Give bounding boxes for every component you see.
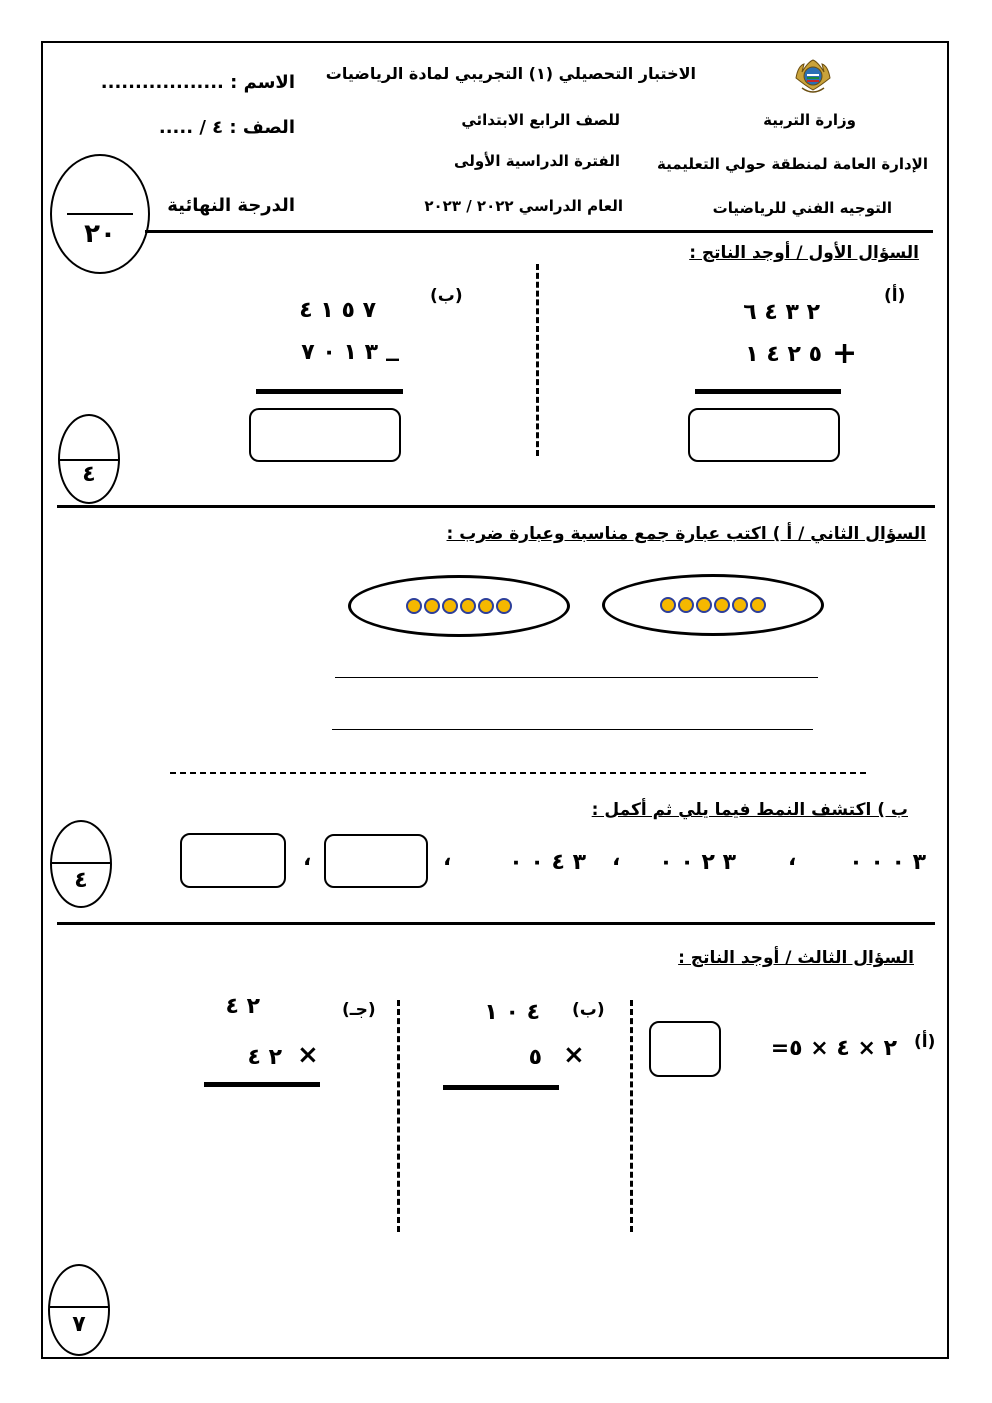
q1-title: السؤال الأول / أوجد الناتج : [689,243,919,263]
q1-a-label: (أ) [884,286,906,306]
q2-score-line [51,862,111,864]
q1-score-circle [58,414,120,504]
directorate-name: الإدارة العامة لمنطقة حولي التعليمية [656,155,928,173]
group-oval-left [348,575,570,637]
q3-c-operator: × [297,1040,319,1070]
q1-a-answer-box[interactable] [688,408,840,462]
q1-b-operator: _ [386,332,399,362]
q1-score-line [59,459,119,461]
counter-dot [442,598,458,614]
final-grade-label: الدرجة النهائية [167,195,295,216]
q3-c-result-line [204,1082,320,1087]
multiplication-answer-line[interactable] [332,729,813,730]
q2-b-title: ب ) اكتشف النمط فيما يلي ثم أكمل : [591,800,908,820]
q2-dashed-divider [170,772,866,774]
q3-b-top: ٤ ٠ ١ [484,1000,540,1025]
q1-b-label: (ب) [430,286,463,306]
q1-b-top: ٧ ٥ ١ ٤ [299,298,376,323]
q1-a-operator: + [832,336,858,371]
counter-dot [406,598,422,614]
q1-divider [536,264,539,456]
counter-dot [696,597,712,613]
q3-c-label: (جـ) [342,1000,376,1020]
ministry-emblem [790,56,836,96]
supervision-name: التوجيه الفني للرياضيات [712,199,892,217]
q1-score: ٤ [82,462,96,487]
group-oval-right [602,574,824,636]
header-divider [145,230,933,233]
q3-b-result-line [443,1085,559,1090]
q3-a-answer-box[interactable] [649,1021,721,1077]
pattern-item-2: ٣ ٢ ٠ ٠ [659,850,736,875]
q3-score-line [49,1306,109,1308]
q1-a-result-line [695,389,841,394]
q3-score-circle [48,1264,110,1356]
q1-b-bottom: ٣ ١ ٠ ٧ [301,340,378,365]
q3-divider-left [397,1000,400,1232]
score-fraction-line [67,213,133,215]
pattern-sep-2: ، [612,846,621,871]
q3-b-operator: × [563,1040,585,1070]
q3-b-label: (ب) [572,1000,605,1020]
counter-dot [714,597,730,613]
q3-c-bottom: ٢ ٤ [247,1045,282,1070]
pattern-item-1: ٣ ٠ ٠ ٠ [849,850,926,875]
counter-dot [750,597,766,613]
counter-dot [478,598,494,614]
q1-b-answer-box[interactable] [249,408,401,462]
pattern-sep-4: ، [303,846,312,871]
q1-bottom-divider [57,505,935,508]
q3-divider-right [630,1000,633,1232]
total-score: ٢٠ [84,219,116,249]
q3-b-bottom: ٥ [528,1045,542,1070]
counter-dot [678,597,694,613]
q2-score-circle [50,820,112,908]
counter-dot [660,597,676,613]
q3-a-expression: ٢ × ٤ × ٥= [770,1036,897,1061]
addition-answer-line[interactable] [335,677,818,678]
q3-title: السؤال الثالث / أوجد الناتج : [678,948,914,968]
q1-a-bottom: ٥ ٢ ٤ ١ [745,342,822,367]
pattern-sep-1: ، [788,846,797,871]
academic-year: العام الدراسي ٢٠٢٢ / ٢٠٢٣ [424,197,623,215]
q2-a-title: السؤال الثاني / أ ) اكتب عبارة جمع مناسبة وعبارة ضرب : [446,524,926,544]
counter-dot [496,598,512,614]
q2-bottom-divider [57,922,935,925]
q3-a-label: (أ) [914,1032,936,1052]
q1-b-result-line [256,389,403,394]
page-frame [41,41,949,1359]
pattern-sep-3: ، [443,846,452,871]
name-label: الاسم : .................. [100,72,295,93]
total-score-circle [50,154,150,274]
q3-c-top: ٢ ٤ [225,994,260,1019]
counter-dot [732,597,748,613]
exam-title: الاختبار التحصيلي (١) التجريبي لمادة الرياضيات [325,64,696,83]
term-name: الفترة الدراسية الأولى [454,152,620,170]
ministry-name: وزارة التربية [763,111,856,129]
counter-dot [460,598,476,614]
pattern-item-3: ٣ ٤ ٠ ٠ [509,850,586,875]
pattern-answer-box-1[interactable] [324,834,428,888]
grade-level: للصف الرابع الابتدائي [461,111,620,129]
class-label: الصف : ٤ / ..... [158,117,295,138]
q1-a-top: ٢ ٣ ٤ ٦ [743,300,820,325]
q3-score: ٧ [72,1312,86,1337]
pattern-answer-box-2[interactable] [180,833,286,888]
counter-dot [424,598,440,614]
q2-score: ٤ [74,868,88,893]
